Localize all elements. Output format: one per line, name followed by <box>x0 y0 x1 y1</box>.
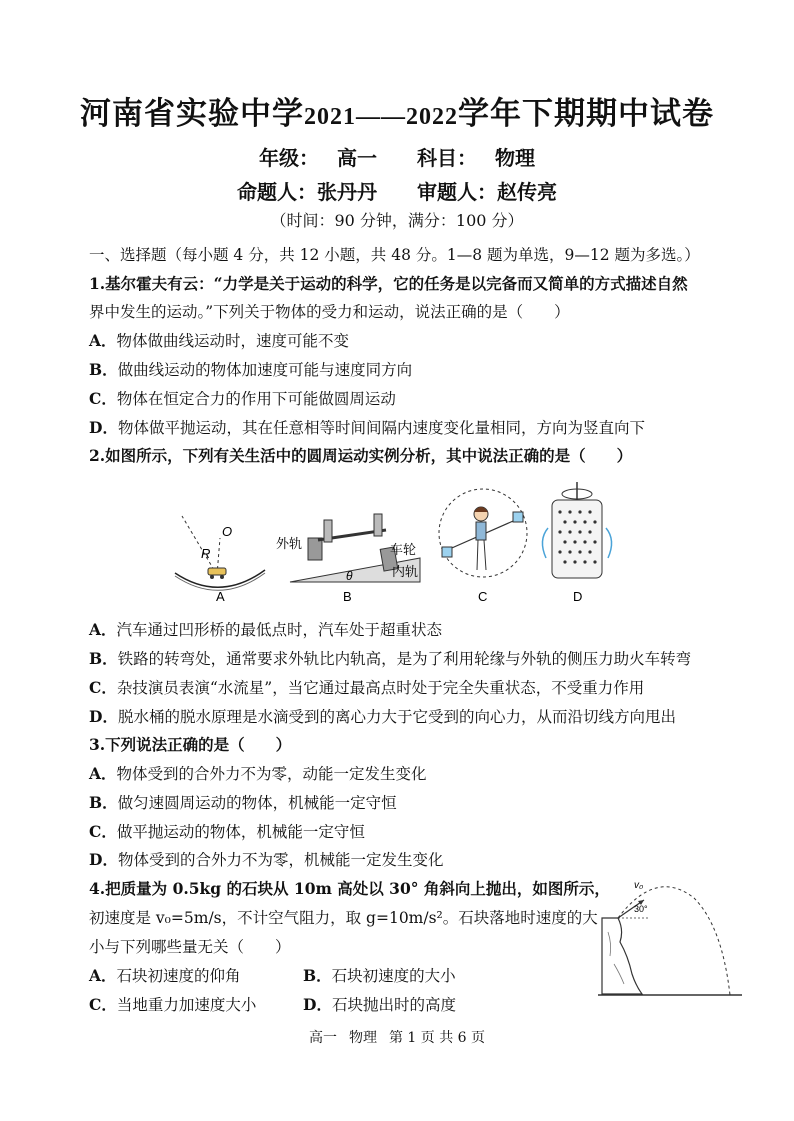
figure-d-dryer <box>542 482 611 604</box>
section-heading: 一、选择题（每小题 4 分，共 12 小题，共 48 分。1—8 题为单选，9—12 题为多选。） <box>89 246 700 264</box>
q3-option-a: A．物体受到的合外力不为零，动能一定发生变化 <box>89 764 427 783</box>
q2-option-b: B．铁路的转弯处，通常要求外轨比内轨高，是为了利用轮缘与外轨的侧压力助火车转弯 <box>89 649 692 668</box>
fig-caption-d: D <box>573 589 583 604</box>
q2-option-d: D．脱水桶的脱水原理是水滴受到的离心力大于它受到的向心力，从而沿切线方向甩出 <box>89 707 676 726</box>
time-info: （时间：90 分钟，满分：100 分） <box>270 211 524 230</box>
q1-option-c: C．物体在恒定合力的作用下可能做圆周运动 <box>89 389 396 408</box>
q1-option-d: D．物体做平抛运动，其在任意相等时间间隔内速度变化量相同，方向为竖直向下 <box>89 418 645 437</box>
fig-label-r: R <box>201 546 211 561</box>
title-year: 2021——2022 <box>304 104 458 130</box>
title-school: 河南省实验中学 <box>80 96 304 132</box>
q4-stem-line2: 初速度是 v₀=5m/s，不计空气阻力，取 g=10m/s²。石块落地时速度的大 <box>89 909 598 927</box>
footer-grade: 高一 <box>308 1030 337 1046</box>
fig-label-v0: v₀ <box>634 880 644 891</box>
subject-value: 物理 <box>495 146 535 170</box>
fig-caption-b: B <box>343 589 352 604</box>
fig-label-angle: 30° <box>634 904 648 914</box>
q3-option-b: B．做匀速圆周运动的物体，机械能一定守恒 <box>89 793 397 812</box>
grade-label: 年级： <box>259 146 319 170</box>
setter-value: 张丹丹 <box>317 180 377 204</box>
title-term: 学年下期期中试卷 <box>458 96 714 132</box>
footer-page: 第 1 页 共 6 页 <box>388 1030 486 1046</box>
q2-option-a: A．汽车通过凹形桥的最低点时，汽车处于超重状态 <box>89 620 443 639</box>
fig-label-inner: 内轨 <box>392 564 419 579</box>
q2-option-c: C．杂技演员表演“水流星”，当它通过最高点时处于完全失重状态，不受重力作用 <box>89 678 645 697</box>
fig-label-outer: 外轨 <box>276 536 303 551</box>
fig-label-wheel: 车轮 <box>390 542 417 557</box>
figure-a-bridge <box>175 516 265 604</box>
subject-label: 科目： <box>417 146 477 170</box>
reviewer-label: 审题人： <box>417 180 497 204</box>
exam-title <box>0 88 794 133</box>
fig-caption-c: C <box>478 589 488 604</box>
q3-option-c: C．做平抛运动的物体，机械能一定守恒 <box>89 822 365 841</box>
fig-label-o: O <box>222 524 233 539</box>
q4-stem-line1: 4.把质量为 0.5kg 的石块从 10m 高处以 30° 角斜向上抛出，如图所示， <box>89 879 610 898</box>
q4-option-c: C．当地重力加速度大小 <box>89 995 257 1014</box>
setter-line <box>0 176 794 205</box>
q4-figure <box>594 874 744 1002</box>
q1-option-b: B．做曲线运动的物体加速度可能与速度同方向 <box>89 360 413 379</box>
q4-option-d: D．石块抛出时的高度 <box>303 995 456 1014</box>
q4-option-a: A．石块初速度的仰角 <box>89 966 241 985</box>
figure-b-rail <box>276 514 420 604</box>
page-footer <box>0 1027 794 1047</box>
q3-option-d: D．物体受到的合外力不为零，机械能一定发生变化 <box>89 850 444 869</box>
figure-c-performer <box>439 489 527 604</box>
q1-stem-line1: 1.基尔霍夫有云：“力学是关于运动的科学，它的任务是以完备而又简单的方式描述自然 <box>89 274 688 293</box>
fig-caption-a: A <box>216 589 225 604</box>
fig-label-theta: θ <box>346 569 353 583</box>
grade-value: 高一 <box>337 146 377 170</box>
q2-figure <box>160 478 640 608</box>
q3-stem: 3.下列说法正确的是（ ） <box>89 735 292 754</box>
reviewer-value: 赵传亮 <box>497 180 557 204</box>
grade-subject-line <box>0 142 794 171</box>
q4-option-b: B．石块初速度的大小 <box>303 966 456 985</box>
q1-option-a: A．物体做曲线运动时，速度可能不变 <box>89 331 350 350</box>
footer-subject: 物理 <box>348 1030 377 1046</box>
q2-stem: 2.如图所示，下列有关生活中的圆周运动实例分析，其中说法正确的是（ ） <box>89 446 633 465</box>
setter-label: 命题人： <box>237 180 317 204</box>
q4-stem-line3: 小与下列哪些量无关（ ） <box>89 938 291 956</box>
q1-stem-line2: 界中发生的运动。”下列关于物体的受力和运动，说法正确的是（ ） <box>89 303 570 321</box>
